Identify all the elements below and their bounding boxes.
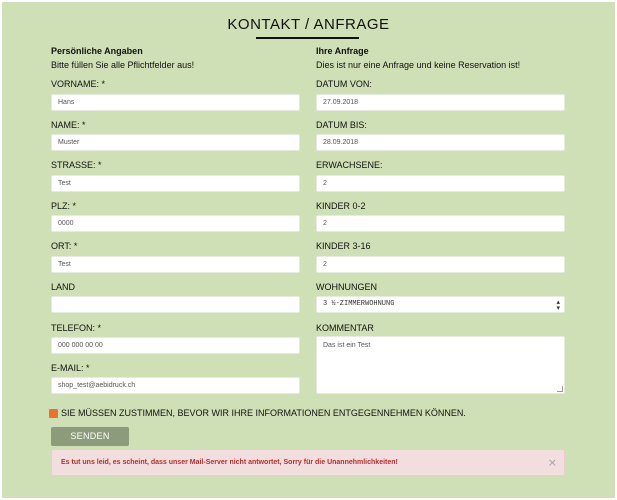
- page-title: KONTAKT / ANFRAGE: [227, 16, 390, 33]
- title-underline: [256, 37, 359, 39]
- last-name-label: NAME: *: [51, 120, 86, 130]
- consent-checkbox[interactable]: [49, 409, 58, 418]
- adults-field[interactable]: 2: [316, 175, 565, 192]
- send-button[interactable]: SENDEN: [51, 427, 129, 446]
- date-from-field[interactable]: 27.09.2018: [316, 94, 565, 111]
- date-to-field[interactable]: 28.09.2018: [316, 134, 565, 151]
- consent-text: SIE MÜSSEN ZUSTIMMEN, BEVOR WIR IHRE INFORMATIONEN ENTGEGENNEHMEN KÖNNEN.: [61, 408, 466, 418]
- apartments-select[interactable]: [316, 296, 565, 313]
- email-field[interactable]: shop_test@aebidruck.ch: [51, 377, 300, 394]
- email-label: E-MAIL: *: [51, 363, 90, 373]
- inquiry-heading: Ihre Anfrage: [316, 46, 369, 56]
- comment-textarea[interactable]: [316, 336, 565, 394]
- personal-info-subheading: Bitte füllen Sie alle Pflichtfelder aus!: [51, 60, 195, 70]
- last-name-field[interactable]: Muster: [51, 134, 300, 151]
- country-field[interactable]: [51, 296, 300, 313]
- zip-label: PLZ: *: [51, 201, 77, 211]
- inquiry-subheading: Dies ist nur eine Anfrage und keine Reservation ist!: [316, 60, 521, 70]
- date-from-label: DATUM VON:: [316, 79, 372, 89]
- date-to-label: DATUM BIS:: [316, 120, 367, 130]
- phone-field[interactable]: 000 000 00 00: [51, 337, 300, 354]
- personal-info-heading: Persönliche Angaben: [51, 46, 143, 56]
- country-label: LAND: [51, 282, 76, 292]
- consent-row[interactable]: [49, 408, 466, 418]
- first-name-label: VORNAME: *: [51, 79, 106, 89]
- comment-text: Das ist ein Test: [323, 342, 371, 349]
- city-field[interactable]: Test: [51, 256, 300, 273]
- city-label: ORT: *: [51, 241, 78, 251]
- street-field[interactable]: Test: [51, 175, 300, 192]
- page-background: [2, 2, 615, 498]
- apartments-label: WOHNUNGEN: [316, 282, 377, 292]
- zip-field[interactable]: 0000: [51, 215, 300, 232]
- street-label: STRASSE: *: [51, 160, 102, 170]
- resize-handle-icon[interactable]: [557, 386, 563, 392]
- children-3-16-label: KINDER 3-16: [316, 241, 371, 251]
- phone-label: TELEFON: *: [51, 323, 102, 333]
- apartments-selected-value: 3 ½-ZIMMERWOHNUNG: [323, 300, 395, 308]
- select-updown-icon: ▴ ▾: [556, 298, 560, 312]
- first-name-field[interactable]: Hans: [51, 94, 300, 111]
- children-3-16-field[interactable]: 2: [316, 256, 565, 273]
- adults-label: ERWACHSENE:: [316, 160, 383, 170]
- children-0-2-field[interactable]: 2: [316, 215, 565, 232]
- alert-message: Es tut uns leid, es scheint, dass unser Mail-Server nicht antwortet, Sorry für die Unannehmlichkeiten!: [61, 459, 398, 466]
- comment-label: KOMMENTAR: [316, 323, 374, 333]
- children-0-2-label: KINDER 0-2: [316, 201, 366, 211]
- close-icon[interactable]: ×: [547, 456, 557, 469]
- error-alert: [51, 449, 565, 476]
